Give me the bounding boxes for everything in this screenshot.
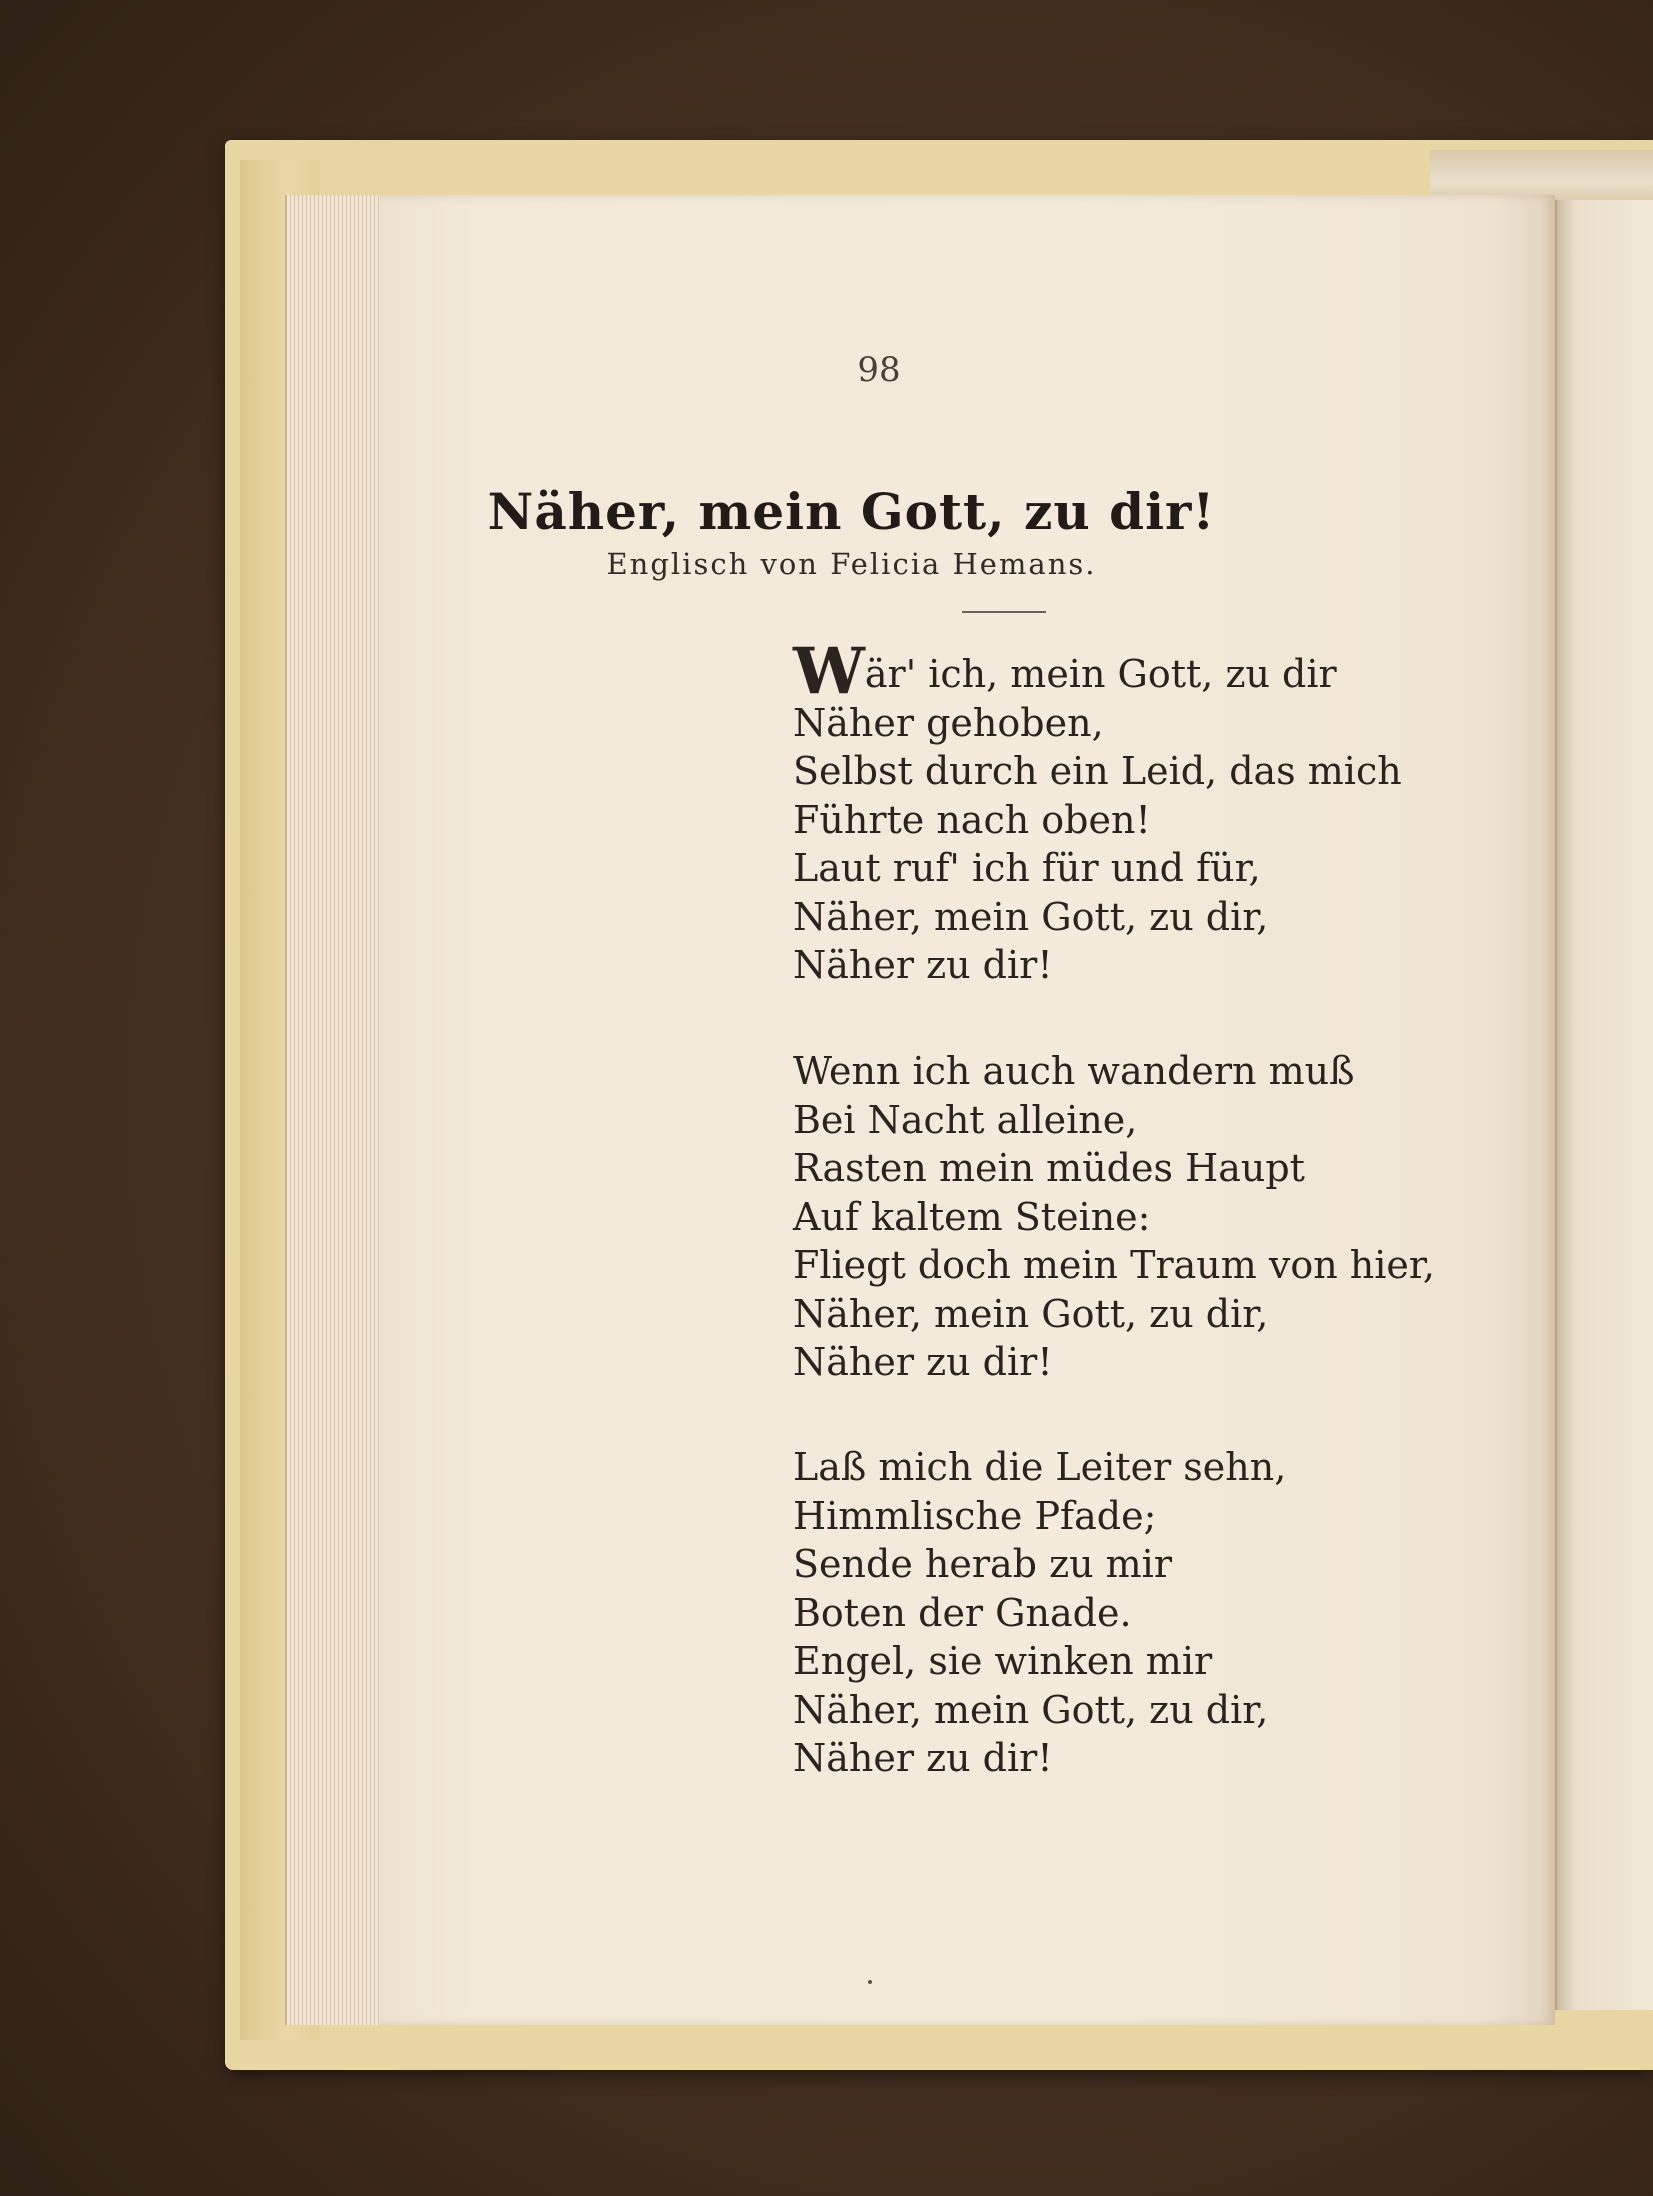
stanza-line: Auf kaltem Steine: — [793, 1194, 1151, 1239]
stanza-line: Näher zu dir! — [793, 943, 1053, 987]
stanza-line: Bei Nacht alleine, — [793, 1097, 1138, 1142]
stanza-line-text: är' ich, mein Gott, zu dir — [864, 652, 1337, 696]
stanza-line: Laß mich die Leiter sehn, — [793, 1445, 1287, 1489]
poem-title: Näher, mein Gott, zu dir! — [487, 482, 1216, 541]
stanza-line: Näher zu dir! — [793, 1736, 1053, 1780]
stanza-line: Selbst durch ein Leid, das mich — [793, 749, 1402, 793]
drop-cap: W — [793, 634, 865, 709]
page-text — [380, 195, 1555, 2025]
stanza-3 — [793, 1443, 1286, 1783]
page-edges — [285, 195, 387, 2025]
stanza-line: Boten der Gnade. — [793, 1590, 1132, 1635]
facing-page — [1555, 200, 1653, 2010]
stanza-line: Engel, sie winken mir — [793, 1639, 1213, 1683]
stanza-line: Laut ruf' ich für und für, — [793, 846, 1261, 890]
stanza-line — [793, 634, 1402, 709]
stanza-line: Näher, mein Gott, zu dir, — [793, 894, 1269, 939]
stanza-line: Näher zu dir! — [793, 1340, 1053, 1384]
stanza-line: Himmlische Pfade; — [793, 1493, 1157, 1538]
stanza-line: Fliegt doch mein Traum von hier, — [793, 1243, 1435, 1287]
poem-subtitle: Englisch von Felicia Hemans. — [606, 547, 1097, 581]
stanza-line: Näher gehoben, — [793, 700, 1104, 745]
page-number: 98 — [857, 350, 901, 390]
stanza-line: Näher, mein Gott, zu dir, — [793, 1291, 1269, 1336]
stanza-line: Führte nach oben! — [793, 797, 1151, 842]
stanza-line: Wenn ich auch wandern muß — [793, 1049, 1355, 1093]
stanza-2 — [793, 1047, 1435, 1387]
title-divider — [962, 611, 1046, 613]
stanza-line: Rasten mein müdes Haupt — [793, 1146, 1305, 1190]
stanza-line: Sende herab zu mir — [793, 1542, 1172, 1586]
paper-speck — [868, 1980, 872, 1984]
stanza-1 — [793, 634, 1402, 990]
stanza-line: Näher, mein Gott, zu dir, — [793, 1687, 1269, 1732]
